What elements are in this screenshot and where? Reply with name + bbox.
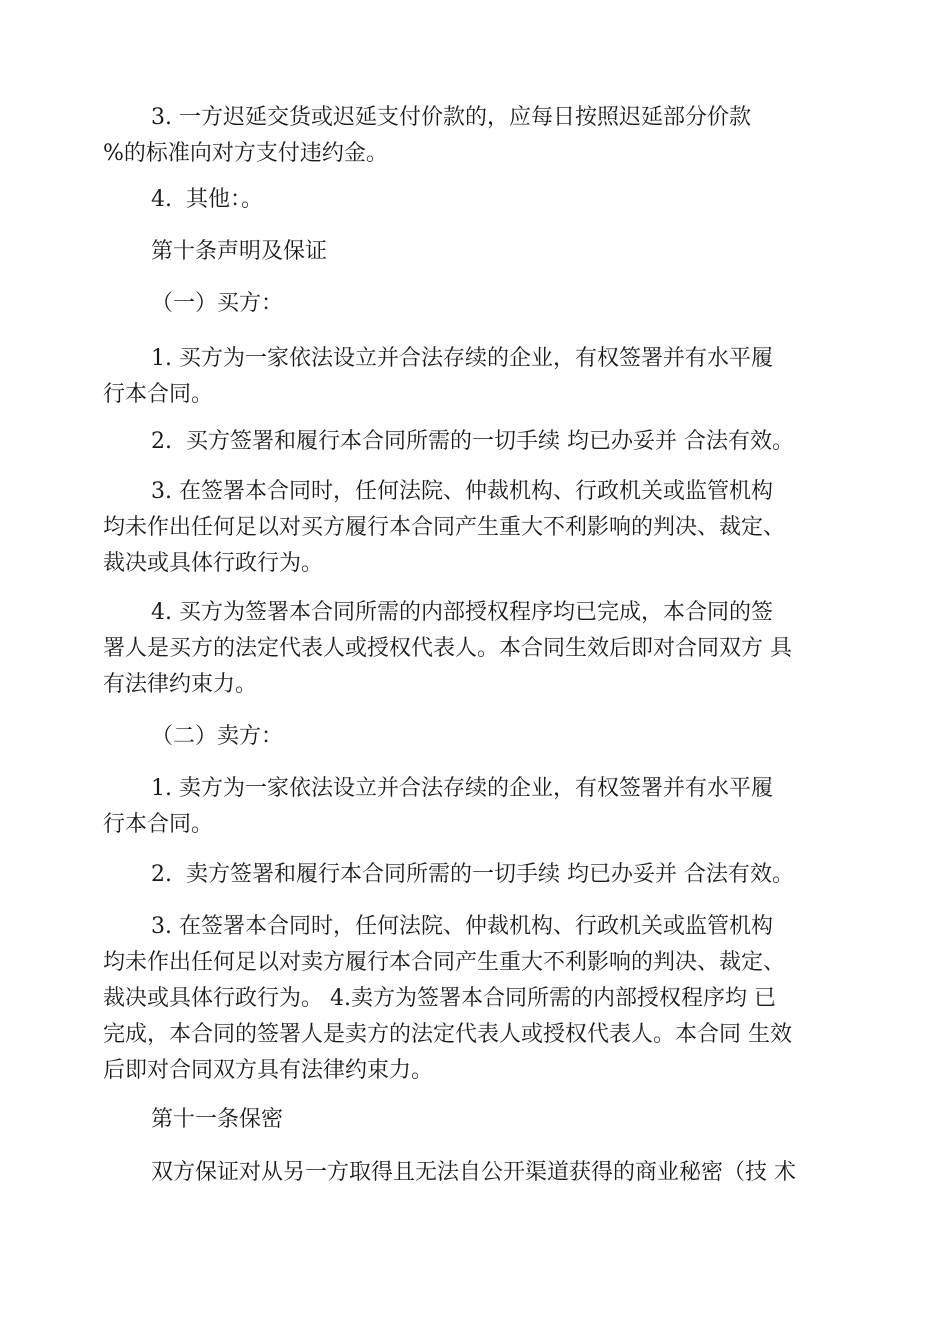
paragraph-line: 行本合同。: [103, 812, 214, 837]
paragraph-line: 均未作出任何足以对卖方履行本合同产生重大不利影响的判决、裁定、: [103, 950, 786, 975]
paragraph-late-delivery-penalty: [103, 100, 863, 172]
paragraph-line: 后即对合同双方具有法律约束力。: [103, 1058, 434, 1083]
paragraph-line: 行本合同。: [103, 382, 214, 407]
heading-line: （二）卖方：: [151, 724, 284, 749]
heading-line: 第十一条保密: [151, 1107, 284, 1132]
paragraph-line: 3. 在签署本合同时，任何法院、仲裁机构、行政机关或监管机构: [151, 914, 773, 939]
paragraph-line: 有法律约束力。: [103, 672, 258, 697]
paragraph-line: 裁决或具体行政行为。 4.卖方为签署本合同所需的内部授权程序均 已: [103, 986, 776, 1011]
paragraph-seller-item-1: [103, 771, 863, 843]
paragraph-line: 2. 卖方签署和履行本合同所需的一切手续 均已办妥并 合法有效。: [151, 862, 794, 887]
paragraph-line: 双方保证对从另一方取得且无法自公开渠道获得的商业秘密（技 术: [151, 1160, 796, 1185]
section-heading-article-10: [103, 234, 863, 270]
paragraph-confidentiality: [103, 1155, 863, 1191]
paragraph-other-clause: [103, 182, 863, 218]
paragraph-buyer-item-2: [103, 424, 863, 460]
paragraph-buyer-item-3: [103, 474, 863, 582]
subsection-heading-buyer: [103, 286, 863, 322]
paragraph-buyer-item-1: [103, 341, 863, 413]
paragraph-seller-item-3-4: [103, 909, 863, 1089]
paragraph-line: 4. 其他：。: [151, 187, 263, 212]
paragraph-line: 均未作出任何足以对买方履行本合同产生重大不利影响的判决、裁定、: [103, 515, 786, 540]
paragraph-line: 2. 买方签署和履行本合同所需的一切手续 均已办妥并 合法有效。: [151, 429, 794, 454]
paragraph-line: 1. 卖方为一家依法设立并合法存续的企业，有权签署并有水平履: [151, 776, 773, 801]
heading-line: （一）买方：: [151, 291, 284, 316]
paragraph-line: 3. 一方迟延交货或迟延支付价款的，应每日按照迟延部分价款: [151, 105, 751, 130]
paragraph-buyer-item-4: [103, 595, 863, 703]
subsection-heading-seller: [103, 719, 863, 755]
paragraph-line: 完成，本合同的签署人是卖方的法定代表人或授权代表人。本合同 生效: [103, 1022, 792, 1047]
paragraph-line: 3. 在签署本合同时，任何法院、仲裁机构、行政机关或监管机构: [151, 479, 773, 504]
paragraph-line: 1. 买方为一家依法设立并合法存续的企业，有权签署并有水平履: [151, 346, 773, 371]
paragraph-line: 署人是买方的法定代表人或授权代表人。本合同生效后即对合同双方 具: [103, 636, 792, 661]
section-heading-article-11: [103, 1102, 863, 1138]
paragraph-line: 4. 买方为签署本合同所需的内部授权程序均已完成，本合同的签: [151, 600, 773, 625]
paragraph-line: 裁决或具体行政行为。: [103, 551, 324, 576]
heading-line: 第十条声明及保证: [151, 239, 328, 264]
paragraph-seller-item-2: [103, 857, 863, 893]
paragraph-line: %的标准向对方支付违约金。: [103, 141, 388, 166]
